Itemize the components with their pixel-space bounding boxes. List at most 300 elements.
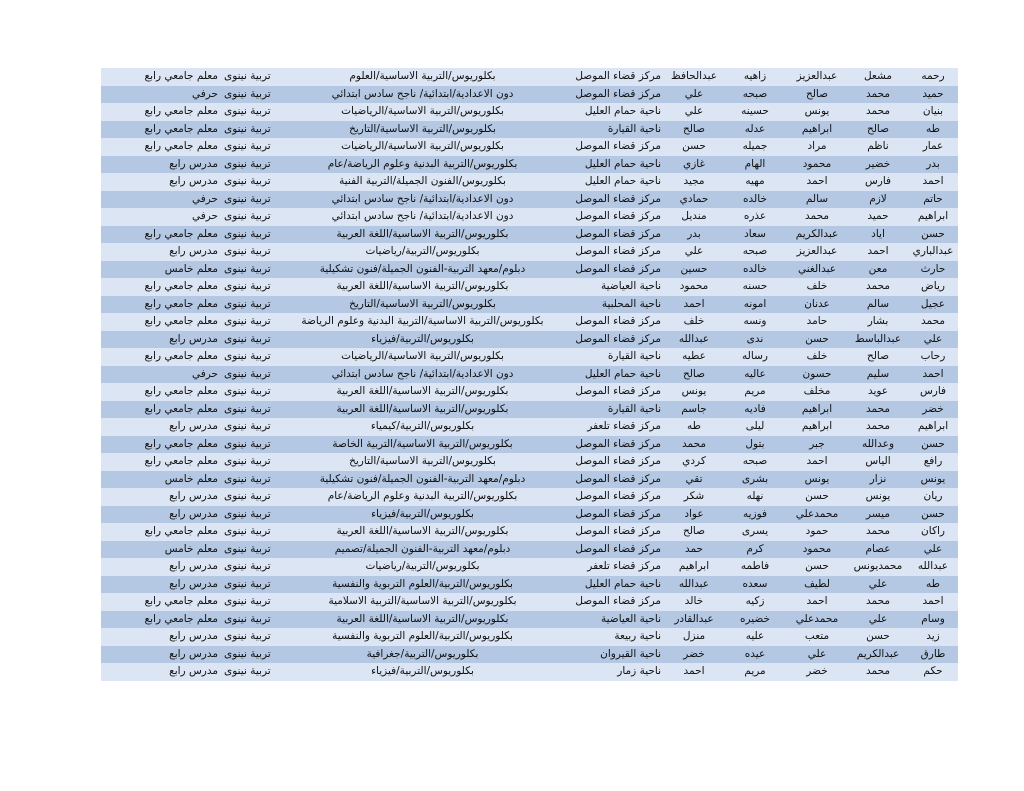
second-name-cell: محمد xyxy=(848,401,908,419)
job-title-cell: مدرس رابع xyxy=(101,506,221,524)
job-title-cell: مدرس رابع xyxy=(101,628,221,646)
job-title-cell: معلم خامس xyxy=(101,471,221,489)
qualification-cell: دون الاعدادية/ابتدائية/ ناجح سادس ابتدائي xyxy=(283,366,562,384)
second-name-cell: صالح xyxy=(848,348,908,366)
directorate-cell: تربية نينوى xyxy=(221,191,283,209)
table-row xyxy=(101,261,958,279)
father-name-cell: عبدالله xyxy=(664,331,724,349)
table-row xyxy=(101,226,958,244)
second-name-cell: بشار xyxy=(848,313,908,331)
location-cell: مركز قضاء الموصل xyxy=(562,138,664,156)
father-name-cell: مجيد xyxy=(664,173,724,191)
mother-name-cell: خالده xyxy=(724,191,786,209)
job-title-cell: مدرس رابع xyxy=(101,488,221,506)
table-row xyxy=(101,593,958,611)
mother-name-cell: ليلى xyxy=(724,418,786,436)
first-name-cell: عمار xyxy=(908,138,958,156)
mother-name-cell: عذره xyxy=(724,208,786,226)
third-name-cell: عبدالكريم xyxy=(786,226,848,244)
table-row xyxy=(101,313,958,331)
table-row xyxy=(101,86,958,104)
table-row xyxy=(101,68,958,86)
third-name-cell: حمود xyxy=(786,523,848,541)
father-name-cell: عبدالحافظ xyxy=(664,68,724,86)
job-title-cell: معلم جامعي رابع xyxy=(101,593,221,611)
third-name-cell: يونس xyxy=(786,103,848,121)
job-title-cell: مدرس رابع xyxy=(101,418,221,436)
first-name-cell: احمد xyxy=(908,593,958,611)
father-name-cell: احمد xyxy=(664,663,724,681)
job-title-cell: معلم جامعي رابع xyxy=(101,611,221,629)
directorate-cell: تربية نينوى xyxy=(221,86,283,104)
third-name-cell: يونس xyxy=(786,471,848,489)
mother-name-cell: سعده xyxy=(724,576,786,594)
third-name-cell: لطيف xyxy=(786,576,848,594)
table-row xyxy=(101,208,958,226)
directorate-cell: تربية نينوى xyxy=(221,331,283,349)
second-name-cell: اياد xyxy=(848,226,908,244)
first-name-cell: زيد xyxy=(908,628,958,646)
location-cell: مركز قضاء الموصل xyxy=(562,68,664,86)
location-cell: مركز قضاء الموصل xyxy=(562,488,664,506)
table-row xyxy=(101,348,958,366)
second-name-cell: حميد xyxy=(848,208,908,226)
mother-name-cell: زاهيه xyxy=(724,68,786,86)
location-cell: مركز قضاء الموصل xyxy=(562,471,664,489)
second-name-cell: محمد xyxy=(848,593,908,611)
second-name-cell: معن xyxy=(848,261,908,279)
job-title-cell: مدرس رابع xyxy=(101,663,221,681)
job-title-cell: حرفي xyxy=(101,191,221,209)
mother-name-cell: ونسه xyxy=(724,313,786,331)
third-name-cell: عبدالعزيز xyxy=(786,243,848,261)
first-name-cell: حاتم xyxy=(908,191,958,209)
second-name-cell: خضير xyxy=(848,156,908,174)
mother-name-cell: عاليه xyxy=(724,366,786,384)
table-row xyxy=(101,278,958,296)
second-name-cell: حسن xyxy=(848,628,908,646)
first-name-cell: رحمه xyxy=(908,68,958,86)
third-name-cell: خلف xyxy=(786,348,848,366)
second-name-cell: الياس xyxy=(848,453,908,471)
mother-name-cell: كرم xyxy=(724,541,786,559)
mother-name-cell: عيده xyxy=(724,646,786,664)
location-cell: ناحية حمام العليل xyxy=(562,156,664,174)
qualification-cell: دون الاعدادية/ابتدائية/ ناجح سادس ابتدائي xyxy=(283,208,562,226)
mother-name-cell: جميله xyxy=(724,138,786,156)
father-name-cell: خلف xyxy=(664,313,724,331)
directorate-cell: تربية نينوى xyxy=(221,156,283,174)
father-name-cell: محمد xyxy=(664,436,724,454)
first-name-cell: ابراهيم xyxy=(908,208,958,226)
job-title-cell: حرفي xyxy=(101,208,221,226)
qualification-cell: بكلوريوس/التربية الاساسية/التاريخ xyxy=(283,453,562,471)
directorate-cell: تربية نينوى xyxy=(221,261,283,279)
second-name-cell: علي xyxy=(848,611,908,629)
first-name-cell: حسن xyxy=(908,226,958,244)
directorate-cell: تربية نينوى xyxy=(221,173,283,191)
mother-name-cell: خضيره xyxy=(724,611,786,629)
father-name-cell: جاسم xyxy=(664,401,724,419)
mother-name-cell: صبحه xyxy=(724,86,786,104)
directorate-cell: تربية نينوى xyxy=(221,208,283,226)
mother-name-cell: بتول xyxy=(724,436,786,454)
second-name-cell: نزار xyxy=(848,471,908,489)
third-name-cell: عبدالعزيز xyxy=(786,68,848,86)
location-cell: مركز قضاء الموصل xyxy=(562,506,664,524)
mother-name-cell: حسنه xyxy=(724,278,786,296)
second-name-cell: سالم xyxy=(848,296,908,314)
table-row xyxy=(101,156,958,174)
first-name-cell: بدر xyxy=(908,156,958,174)
second-name-cell: عصام xyxy=(848,541,908,559)
third-name-cell: احمد xyxy=(786,593,848,611)
father-name-cell: تقي xyxy=(664,471,724,489)
table-row xyxy=(101,103,958,121)
qualification-cell: بكلوريوس/التربية الاساسية/اللغة العربية xyxy=(283,523,562,541)
second-name-cell: محمد xyxy=(848,86,908,104)
staff-table-body xyxy=(101,68,958,681)
first-name-cell: حميد xyxy=(908,86,958,104)
father-name-cell: كردي xyxy=(664,453,724,471)
father-name-cell: بدر xyxy=(664,226,724,244)
directorate-cell: تربية نينوى xyxy=(221,558,283,576)
location-cell: ناحية زمار xyxy=(562,663,664,681)
qualification-cell: بكلوريوس/التربية/رياضيات xyxy=(283,243,562,261)
father-name-cell: عبدالقادر xyxy=(664,611,724,629)
father-name-cell: صالح xyxy=(664,366,724,384)
mother-name-cell: عدله xyxy=(724,121,786,139)
location-cell: مركز قضاء الموصل xyxy=(562,383,664,401)
directorate-cell: تربية نينوى xyxy=(221,418,283,436)
first-name-cell: عبدالله xyxy=(908,558,958,576)
table-row xyxy=(101,418,958,436)
directorate-cell: تربية نينوى xyxy=(221,121,283,139)
third-name-cell: علي xyxy=(786,646,848,664)
third-name-cell: حسون xyxy=(786,366,848,384)
qualification-cell: بكلوريوس/التربية البدنية وعلوم الرياضة/عام xyxy=(283,156,562,174)
location-cell: ناحية ربيعة xyxy=(562,628,664,646)
directorate-cell: تربية نينوى xyxy=(221,523,283,541)
location-cell: مركز قضاء الموصل xyxy=(562,593,664,611)
qualification-cell: بكلوريوس/التربية/فيزياء xyxy=(283,331,562,349)
mother-name-cell: سعاد xyxy=(724,226,786,244)
location-cell: مركز قضاء تلعفر xyxy=(562,418,664,436)
qualification-cell: دون الاعدادية/ابتدائية/ ناجح سادس ابتدائي xyxy=(283,86,562,104)
first-name-cell: طارق xyxy=(908,646,958,664)
qualification-cell: بكلوريوس/التربية الاساسية/اللغة العربية xyxy=(283,226,562,244)
mother-name-cell: نهله xyxy=(724,488,786,506)
directorate-cell: تربية نينوى xyxy=(221,488,283,506)
third-name-cell: احمد xyxy=(786,173,848,191)
directorate-cell: تربية نينوى xyxy=(221,576,283,594)
location-cell: ناحية المحلبية xyxy=(562,296,664,314)
second-name-cell: عبدالباسط xyxy=(848,331,908,349)
table-row xyxy=(101,663,958,681)
second-name-cell: يونس xyxy=(848,488,908,506)
mother-name-cell: حسينه xyxy=(724,103,786,121)
mother-name-cell: زكيه xyxy=(724,593,786,611)
directorate-cell: تربية نينوى xyxy=(221,611,283,629)
first-name-cell: حارث xyxy=(908,261,958,279)
directorate-cell: تربية نينوى xyxy=(221,348,283,366)
table-row xyxy=(101,523,958,541)
father-name-cell: صالح xyxy=(664,523,724,541)
second-name-cell: فارس xyxy=(848,173,908,191)
first-name-cell: طه xyxy=(908,121,958,139)
job-title-cell: معلم خامس xyxy=(101,261,221,279)
mother-name-cell: عليه xyxy=(724,628,786,646)
job-title-cell: معلم جامعي رابع xyxy=(101,226,221,244)
second-name-cell: عويد xyxy=(848,383,908,401)
third-name-cell: خضر xyxy=(786,663,848,681)
location-cell: ناحية حمام العليل xyxy=(562,366,664,384)
directorate-cell: تربية نينوى xyxy=(221,506,283,524)
qualification-cell: بكلوريوس/التربية الاساسية/الرياضيات xyxy=(283,103,562,121)
location-cell: ناحية القيارة xyxy=(562,348,664,366)
directorate-cell: تربية نينوى xyxy=(221,296,283,314)
father-name-cell: حمد xyxy=(664,541,724,559)
job-title-cell: معلم جامعي رابع xyxy=(101,453,221,471)
qualification-cell: بكلوريوس/التربية الاساسية/اللغة العربية xyxy=(283,401,562,419)
third-name-cell: حامد xyxy=(786,313,848,331)
first-name-cell: احمد xyxy=(908,366,958,384)
job-title-cell: معلم جامعي رابع xyxy=(101,383,221,401)
directorate-cell: تربية نينوى xyxy=(221,383,283,401)
job-title-cell: معلم جامعي رابع xyxy=(101,348,221,366)
second-name-cell: ناظم xyxy=(848,138,908,156)
second-name-cell: محمديونس xyxy=(848,558,908,576)
father-name-cell: احمد xyxy=(664,296,724,314)
mother-name-cell: بشرى xyxy=(724,471,786,489)
location-cell: ناحية العياضية xyxy=(562,611,664,629)
location-cell: مركز قضاء الموصل xyxy=(562,436,664,454)
father-name-cell: منديل xyxy=(664,208,724,226)
first-name-cell: احمد xyxy=(908,173,958,191)
first-name-cell: عجيل xyxy=(908,296,958,314)
location-cell: مركز قضاء الموصل xyxy=(562,191,664,209)
table-row xyxy=(101,243,958,261)
third-name-cell: حسن xyxy=(786,558,848,576)
first-name-cell: رافع xyxy=(908,453,958,471)
first-name-cell: حسن xyxy=(908,506,958,524)
location-cell: مركز قضاء الموصل xyxy=(562,541,664,559)
directorate-cell: تربية نينوى xyxy=(221,646,283,664)
third-name-cell: محمدعلي xyxy=(786,611,848,629)
second-name-cell: محمد xyxy=(848,103,908,121)
directorate-cell: تربية نينوى xyxy=(221,103,283,121)
father-name-cell: محمود xyxy=(664,278,724,296)
third-name-cell: ابراهيم xyxy=(786,418,848,436)
father-name-cell: حسين xyxy=(664,261,724,279)
job-title-cell: معلم جامعي رابع xyxy=(101,278,221,296)
qualification-cell: بكلوريوس/التربية الاساسية/الرياضيات xyxy=(283,138,562,156)
first-name-cell: راكان xyxy=(908,523,958,541)
first-name-cell: رياض xyxy=(908,278,958,296)
mother-name-cell: رساله xyxy=(724,348,786,366)
job-title-cell: مدرس رابع xyxy=(101,331,221,349)
directorate-cell: تربية نينوى xyxy=(221,243,283,261)
second-name-cell: محمد xyxy=(848,663,908,681)
third-name-cell: ابراهيم xyxy=(786,401,848,419)
table-row xyxy=(101,173,958,191)
directorate-cell: تربية نينوى xyxy=(221,593,283,611)
second-name-cell: محمد xyxy=(848,418,908,436)
mother-name-cell: فوزيه xyxy=(724,506,786,524)
mother-name-cell: الهام xyxy=(724,156,786,174)
location-cell: مركز قضاء الموصل xyxy=(562,208,664,226)
third-name-cell: متعب xyxy=(786,628,848,646)
location-cell: مركز قضاء الموصل xyxy=(562,243,664,261)
second-name-cell: سليم xyxy=(848,366,908,384)
second-name-cell: لازم xyxy=(848,191,908,209)
father-name-cell: علي xyxy=(664,86,724,104)
qualification-cell: بكلوريوس/التربية الاساسية/اللغة العربية xyxy=(283,278,562,296)
table-row xyxy=(101,401,958,419)
third-name-cell: حسن xyxy=(786,331,848,349)
job-title-cell: معلم جامعي رابع xyxy=(101,401,221,419)
job-title-cell: حرفي xyxy=(101,366,221,384)
qualification-cell: بكلوريوس/الفنون الجميلة/التربية الفنية xyxy=(283,173,562,191)
third-name-cell: جبر xyxy=(786,436,848,454)
job-title-cell: معلم جامعي رابع xyxy=(101,313,221,331)
mother-name-cell: مهيه xyxy=(724,173,786,191)
mother-name-cell: فاديه xyxy=(724,401,786,419)
qualification-cell: دون الاعدادية/ابتدائية/ ناجح سادس ابتدائي xyxy=(283,191,562,209)
qualification-cell: بكلوريوس/التربية الاساسية/التاريخ xyxy=(283,121,562,139)
third-name-cell: مراد xyxy=(786,138,848,156)
job-title-cell: مدرس رابع xyxy=(101,576,221,594)
job-title-cell: مدرس رابع xyxy=(101,156,221,174)
directorate-cell: تربية نينوى xyxy=(221,138,283,156)
mother-name-cell: مريم xyxy=(724,383,786,401)
location-cell: مركز قضاء الموصل xyxy=(562,261,664,279)
father-name-cell: عبدالله xyxy=(664,576,724,594)
location-cell: ناحية حمام العليل xyxy=(562,173,664,191)
second-name-cell: عبدالكريم xyxy=(848,646,908,664)
directorate-cell: تربية نينوى xyxy=(221,663,283,681)
first-name-cell: حسن xyxy=(908,436,958,454)
qualification-cell: بكلوريوس/التربية البدنية وعلوم الرياضة/عام xyxy=(283,488,562,506)
table-row xyxy=(101,558,958,576)
father-name-cell: علي xyxy=(664,243,724,261)
first-name-cell: خضر xyxy=(908,401,958,419)
location-cell: مركز قضاء الموصل xyxy=(562,313,664,331)
mother-name-cell: ندى xyxy=(724,331,786,349)
qualification-cell: بكلوريوس/التربية/كيمياء xyxy=(283,418,562,436)
first-name-cell: وسام xyxy=(908,611,958,629)
first-name-cell: طه xyxy=(908,576,958,594)
father-name-cell: عواد xyxy=(664,506,724,524)
father-name-cell: عطيه xyxy=(664,348,724,366)
directorate-cell: تربية نينوى xyxy=(221,313,283,331)
job-title-cell: معلم جامعي رابع xyxy=(101,436,221,454)
qualification-cell: دبلوم/معهد التربية-الفنون الجميلة/فنون تشكيلية xyxy=(283,471,562,489)
qualification-cell: بكلوريوس/التربية/جغرافية xyxy=(283,646,562,664)
table-row xyxy=(101,453,958,471)
qualification-cell: دبلوم/معهد التربية-الفنون الجميلة/فنون تشكيلية xyxy=(283,261,562,279)
location-cell: ناحية القيارة xyxy=(562,121,664,139)
father-name-cell: صالح xyxy=(664,121,724,139)
qualification-cell: بكلوريوس/التربية/فيزياء xyxy=(283,663,562,681)
first-name-cell: علي xyxy=(908,331,958,349)
qualification-cell: بكلوريوس/التربية الاساسية/العلوم xyxy=(283,68,562,86)
table-row xyxy=(101,488,958,506)
qualification-cell: بكلوريوس/التربية الاساسية/التربية الخاصة xyxy=(283,436,562,454)
first-name-cell: فارس xyxy=(908,383,958,401)
father-name-cell: شكر xyxy=(664,488,724,506)
table-row xyxy=(101,471,958,489)
father-name-cell: طه xyxy=(664,418,724,436)
qualification-cell: بكلوريوس/التربية/العلوم التربوية والنفسية xyxy=(283,576,562,594)
father-name-cell: علي xyxy=(664,103,724,121)
table-row xyxy=(101,138,958,156)
third-name-cell: محمود xyxy=(786,156,848,174)
father-name-cell: ابراهيم xyxy=(664,558,724,576)
third-name-cell: محمود xyxy=(786,541,848,559)
first-name-cell: علي xyxy=(908,541,958,559)
table-row xyxy=(101,383,958,401)
third-name-cell: حسن xyxy=(786,488,848,506)
directorate-cell: تربية نينوى xyxy=(221,453,283,471)
first-name-cell: عبدالباري xyxy=(908,243,958,261)
qualification-cell: بكلوريوس/التربية الاساسية/اللغة العربية xyxy=(283,383,562,401)
table-row xyxy=(101,366,958,384)
directorate-cell: تربية نينوى xyxy=(221,226,283,244)
qualification-cell: بكلوريوس/التربية الاساسية/التربية الاسلامية xyxy=(283,593,562,611)
third-name-cell: محمد xyxy=(786,208,848,226)
second-name-cell: علي xyxy=(848,576,908,594)
location-cell: مركز قضاء الموصل xyxy=(562,226,664,244)
third-name-cell: عبدالغني xyxy=(786,261,848,279)
mother-name-cell: فاطمه xyxy=(724,558,786,576)
mother-name-cell: خالده xyxy=(724,261,786,279)
third-name-cell: سالم xyxy=(786,191,848,209)
directorate-cell: تربية نينوى xyxy=(221,68,283,86)
second-name-cell: ميسر xyxy=(848,506,908,524)
first-name-cell: رحاب xyxy=(908,348,958,366)
third-name-cell: محمدعلي xyxy=(786,506,848,524)
mother-name-cell: صبحه xyxy=(724,453,786,471)
first-name-cell: محمد xyxy=(908,313,958,331)
father-name-cell: غازي xyxy=(664,156,724,174)
job-title-cell: معلم جامعي رابع xyxy=(101,103,221,121)
location-cell: مركز قضاء الموصل xyxy=(562,331,664,349)
qualification-cell: بكلوريوس/التربية/العلوم التربوية والنفسية xyxy=(283,628,562,646)
location-cell: ناحية العياضية xyxy=(562,278,664,296)
table-row xyxy=(101,191,958,209)
job-title-cell: مدرس رابع xyxy=(101,243,221,261)
second-name-cell: مشعل xyxy=(848,68,908,86)
job-title-cell: معلم جامعي رابع xyxy=(101,138,221,156)
table-row xyxy=(101,611,958,629)
table-row xyxy=(101,121,958,139)
third-name-cell: عدنان xyxy=(786,296,848,314)
father-name-cell: حمادي xyxy=(664,191,724,209)
job-title-cell: مدرس رابع xyxy=(101,173,221,191)
father-name-cell: يونس xyxy=(664,383,724,401)
second-name-cell: صالح xyxy=(848,121,908,139)
location-cell: ناحية حمام العليل xyxy=(562,576,664,594)
third-name-cell: مخلف xyxy=(786,383,848,401)
location-cell: مركز قضاء الموصل xyxy=(562,523,664,541)
qualification-cell: دبلوم/معهد التربية-الفنون الجميلة/تصميم xyxy=(283,541,562,559)
qualification-cell: بكلوريوس/التربية الاساسية/التربية البدنية وعلوم الرياضة xyxy=(283,313,562,331)
first-name-cell: يونس xyxy=(908,471,958,489)
father-name-cell: خالد xyxy=(664,593,724,611)
qualification-cell: بكلوريوس/التربية/رياضيات xyxy=(283,558,562,576)
second-name-cell: احمد xyxy=(848,243,908,261)
